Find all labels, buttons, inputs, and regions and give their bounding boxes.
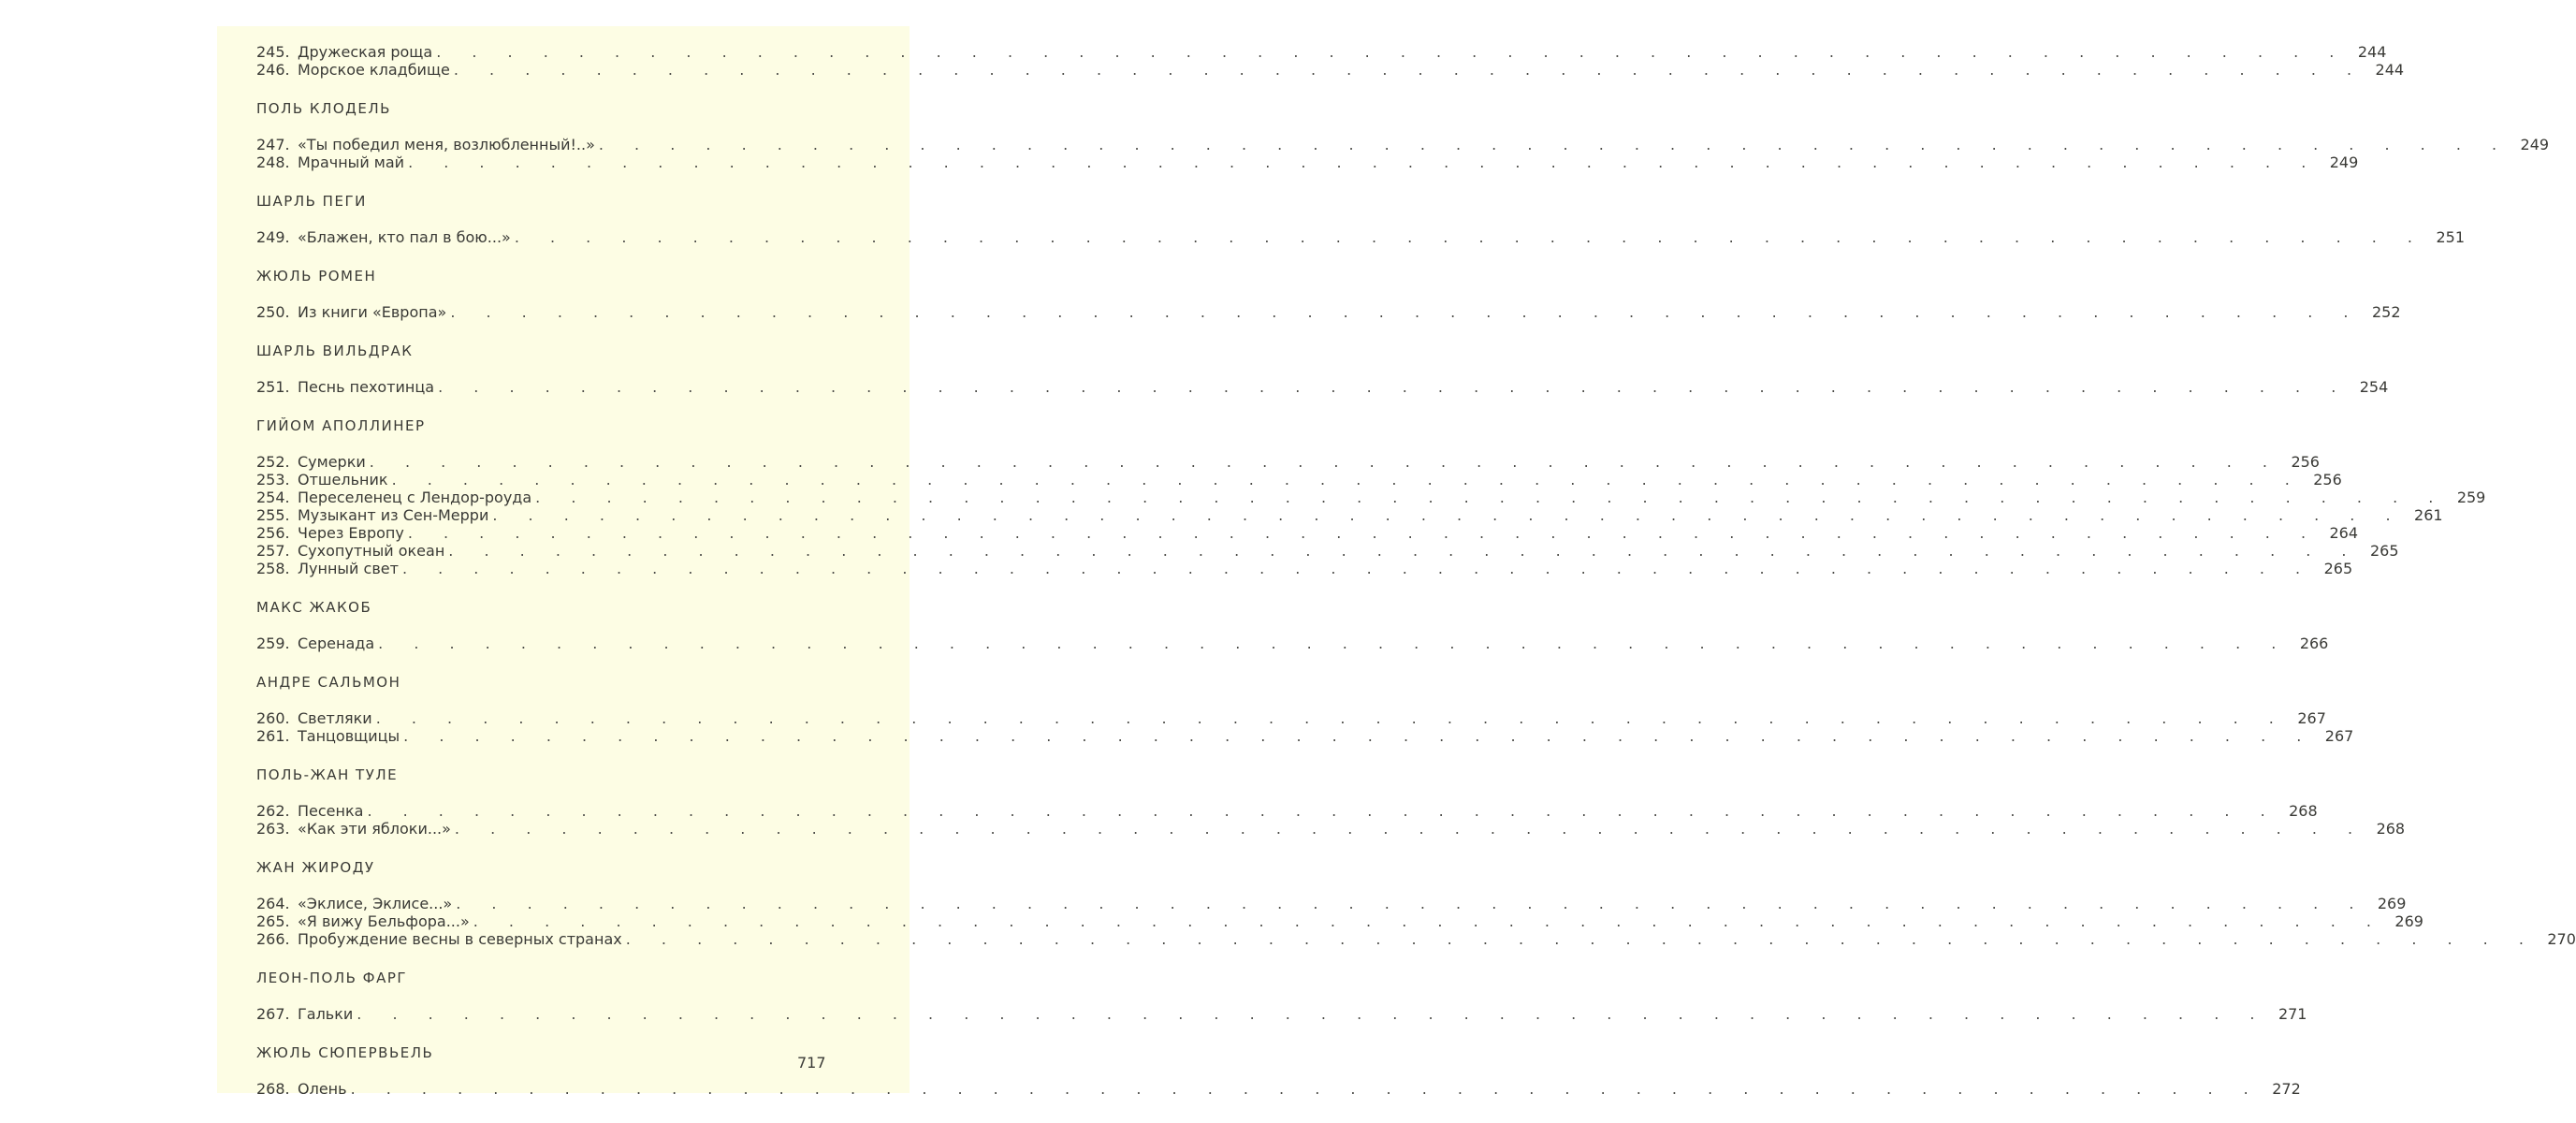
- author-heading: ГИЙОМ АПОЛЛИНЕР: [256, 417, 426, 434]
- toc-entry: [256, 453, 2320, 471]
- entry-number: 255.: [256, 506, 290, 524]
- entry-number: 267.: [256, 1005, 290, 1023]
- entry-page: 266: [2299, 634, 2329, 652]
- toc-entry: [256, 930, 2576, 948]
- toc-entry: [256, 820, 2406, 838]
- entry-title: Серенада: [298, 634, 375, 652]
- entry-title: «Блажен, кто пал в бою...»: [298, 228, 511, 246]
- entry-page: 244: [2375, 61, 2405, 79]
- toc-section: [256, 267, 2401, 321]
- entry-title: Олень: [298, 1080, 347, 1098]
- author-heading: ЖАН ЖИРОДУ: [256, 859, 375, 876]
- dot-leader: . . . . . . . . . . . . . . . . . . . . . . . . . . . . . . . . . . . . . . . . . . . . . . . . . . . . . .: [535, 489, 2447, 506]
- toc-entry: [256, 303, 2401, 321]
- dot-leader: . . . . . . . . . . . . . . . . . . . . . . . . . . . . . . . . . . . . . . . . . . . . . . . . . . . . . .: [514, 228, 2426, 246]
- entry-number: 250.: [256, 303, 290, 321]
- entry-page: 271: [2278, 1005, 2307, 1023]
- entry-page: 265: [2369, 542, 2399, 560]
- toc-entry: [256, 912, 2423, 930]
- toc-section: [256, 766, 2406, 838]
- entry-page: 269: [2394, 912, 2423, 930]
- dot-leader: . . . . . . . . . . . . . . . . . . . . . . . . . . . . . . . . . . . . . . . . . . . . . . . . . . . . . .: [448, 542, 2360, 560]
- entry-page: 269: [2377, 895, 2407, 912]
- entry-number: 263.: [256, 820, 290, 838]
- entry-number: 254.: [256, 489, 290, 506]
- entry-page: 244: [2357, 43, 2387, 61]
- entry-number: 252.: [256, 453, 290, 471]
- entry-title: «Эклисе, Эклисе...»: [298, 895, 453, 912]
- entry-number: 248.: [256, 153, 290, 171]
- dot-leader: . . . . . . . . . . . . . . . . . . . . . . . . . . . . . . . . . . . . . . . . . . . . . . . . . . . . . .: [450, 303, 2362, 321]
- entry-title: Танцовщицы: [298, 727, 400, 745]
- dot-leader: . . . . . . . . . . . . . . . . . . . . . . . . . . . . . . . . . . . . . . . . . . . . . . . . . . . . . .: [407, 524, 2320, 542]
- entry-number: 258.: [256, 560, 290, 577]
- dot-leader: . . . . . . . . . . . . . . . . . . . . . . . . . . . . . . . . . . . . . . . . . . . . . . . . . . . . . .: [367, 802, 2278, 820]
- toc-entry: [256, 228, 2466, 246]
- dot-leader: . . . . . . . . . . . . . . . . . . . . . . . . . . . . . . . . . . . . . . . . . . . . . . . . . . . . . .: [391, 471, 2303, 489]
- entry-page: 254: [2359, 378, 2389, 396]
- entry-title: Сумерки: [298, 453, 366, 471]
- entry-number: 247.: [256, 136, 290, 153]
- dot-leader: . . . . . . . . . . . . . . . . . . . . . . . . . . . . . . . . . . . . . . . . . . . . . . . . . . . . . .: [369, 453, 2280, 471]
- entry-page: 268: [2376, 820, 2406, 838]
- entry-title: Сухопутный океан: [298, 542, 445, 560]
- dot-leader: . . . . . . . . . . . . . . . . . . . . . . . . . . . . . . . . . . . . . . . . . . . . . . . . . . . . . .: [350, 1080, 2262, 1098]
- entry-title: Песенка: [298, 802, 364, 820]
- entry-title: «Я вижу Бельфора...»: [298, 912, 470, 930]
- toc-entry: [256, 378, 2389, 396]
- author-heading: ЖЮЛЬ СЮПЕРВЬЕЛЬ: [256, 1044, 434, 1061]
- entry-number: 265.: [256, 912, 290, 930]
- entry-page: 272: [2272, 1080, 2301, 1098]
- toc-section: [256, 416, 2486, 577]
- entry-title: Из книги «Европа»: [298, 303, 447, 321]
- book-page: [217, 26, 2576, 1098]
- toc-entry: [256, 506, 2443, 524]
- toc-section: [256, 192, 2466, 246]
- entry-page: 267: [2324, 727, 2354, 745]
- toc-entry: [256, 1080, 2301, 1098]
- entry-page: 268: [2289, 802, 2318, 820]
- author-heading: ПОЛЬ КЛОДЕЛЬ: [256, 100, 391, 117]
- entry-number: 253.: [256, 471, 290, 489]
- entry-title: Музыкант из Сен-Мерри: [298, 506, 489, 524]
- entry-number: 268.: [256, 1080, 290, 1098]
- dot-leader: . . . . . . . . . . . . . . . . . . . . . . . . . . . . . . . . . . . . . . . . . . . . . . . . . . . . . .: [454, 820, 2366, 838]
- toc-entry: [256, 895, 2407, 912]
- entry-page: 256: [2291, 453, 2320, 471]
- author-heading: МАКС ЖАКОБ: [256, 599, 372, 616]
- entry-title: Лунный свет: [298, 560, 399, 577]
- entry-title: Гальки: [298, 1005, 354, 1023]
- entry-title: Светляки: [298, 709, 372, 727]
- toc-entry: [256, 634, 2329, 652]
- toc-entry: [256, 727, 2354, 745]
- dot-leader: . . . . . . . . . . . . . . . . . . . . . . . . . . . . . . . . . . . . . . . . . . . . . . . . . . . . . .: [625, 930, 2537, 948]
- toc-entry: [256, 524, 2359, 542]
- entry-number: 266.: [256, 930, 290, 948]
- dot-leader: . . . . . . . . . . . . . . . . . . . . . . . . . . . . . . . . . . . . . . . . . . . . . . . . . . . . . .: [492, 506, 2404, 524]
- toc-entry: [256, 542, 2399, 560]
- toc-section: [256, 969, 2307, 1023]
- dot-leader: . . . . . . . . . . . . . . . . . . . . . . . . . . . . . . . . . . . . . . . . . . . . . . . . . . . . . .: [473, 912, 2384, 930]
- page-number: 717: [797, 1054, 826, 1072]
- entry-number: 262.: [256, 802, 290, 820]
- dot-leader: . . . . . . . . . . . . . . . . . . . . . . . . . . . . . . . . . . . . . . . . . . . . . . . . . . . . . .: [401, 560, 2314, 577]
- toc-entry: [256, 61, 2405, 79]
- author-heading: ЖЮЛЬ РОМЕН: [256, 268, 377, 284]
- dot-leader: . . . . . . . . . . . . . . . . . . . . . . . . . . . . . . . . . . . . . . . . . . . . . . . . . . . . . .: [408, 153, 2320, 171]
- entry-page: 259: [2456, 489, 2486, 506]
- entry-page: 251: [2436, 228, 2466, 246]
- dot-leader: . . . . . . . . . . . . . . . . . . . . . . . . . . . . . . . . . . . . . . . . . . . . . . . . . . . . . .: [436, 43, 2348, 61]
- dot-leader: . . . . . . . . . . . . . . . . . . . . . . . . . . . . . . . . . . . . . . . . . . . . . . . . . . . . . .: [453, 61, 2365, 79]
- dot-leader: . . . . . . . . . . . . . . . . . . . . . . . . . . . . . . . . . . . . . . . . . . . . . . . . . . . . . .: [378, 634, 2290, 652]
- toc-entry: [256, 1005, 2307, 1023]
- dot-leader: . . . . . . . . . . . . . . . . . . . . . . . . . . . . . . . . . . . . . . . . . . . . . . . . . . . . . .: [456, 895, 2367, 912]
- entry-title: Отшельник: [298, 471, 388, 489]
- entry-title: Дружеская роща: [298, 43, 433, 61]
- entry-page: 267: [2297, 709, 2326, 727]
- toc-entry: [256, 136, 2550, 153]
- entry-title: «Как эти яблоки...»: [298, 820, 451, 838]
- entry-title: Пробуждение весны в северных странах: [298, 930, 622, 948]
- author-heading: ПОЛЬ-ЖАН ТУЛЕ: [256, 766, 399, 783]
- entry-page: 256: [2313, 471, 2342, 489]
- toc-section: [256, 1043, 2301, 1098]
- entry-number: 259.: [256, 634, 290, 652]
- entry-number: 261.: [256, 727, 290, 745]
- table-of-contents: [256, 43, 2576, 1098]
- dot-leader: . . . . . . . . . . . . . . . . . . . . . . . . . . . . . . . . . . . . . . . . . . . . . . . . . . . . . .: [357, 1005, 2268, 1023]
- entry-number: 245.: [256, 43, 290, 61]
- dot-leader: . . . . . . . . . . . . . . . . . . . . . . . . . . . . . . . . . . . . . . . . . . . . . . . . . . . . . .: [375, 709, 2287, 727]
- toc-entry: [256, 560, 2353, 577]
- entry-number: 249.: [256, 228, 290, 246]
- entry-number: 260.: [256, 709, 290, 727]
- entry-page: 264: [2329, 524, 2359, 542]
- entry-page: 249: [2329, 153, 2359, 171]
- entry-page: 265: [2323, 560, 2353, 577]
- entry-title: Через Европу: [298, 524, 404, 542]
- entry-page: 249: [2520, 136, 2550, 153]
- entry-number: 246.: [256, 61, 290, 79]
- entry-number: 251.: [256, 378, 290, 396]
- author-heading: ШАРЛЬ ВИЛЬДРАК: [256, 343, 414, 359]
- toc-entry: [256, 489, 2486, 506]
- toc-section: [256, 342, 2389, 396]
- dot-leader: . . . . . . . . . . . . . . . . . . . . . . . . . . . . . . . . . . . . . . . . . . . . . . . . . . . . . .: [438, 378, 2350, 396]
- dot-leader: . . . . . . . . . . . . . . . . . . . . . . . . . . . . . . . . . . . . . . . . . . . . . . . . . . . . . .: [403, 727, 2315, 745]
- toc-entry: [256, 802, 2318, 820]
- entry-number: 256.: [256, 524, 290, 542]
- toc-entry: [256, 43, 2387, 61]
- entry-title: Морское кладбище: [298, 61, 450, 79]
- entry-title: Песнь пехотинца: [298, 378, 435, 396]
- toc-section: [256, 673, 2354, 745]
- entry-page: 270: [2547, 930, 2576, 948]
- author-heading: ШАРЛЬ ПЕГИ: [256, 193, 367, 210]
- dot-leader: . . . . . . . . . . . . . . . . . . . . . . . . . . . . . . . . . . . . . . . . . . . . . . . . . . . . . .: [598, 136, 2511, 153]
- entry-title: Переселенец с Лендор-роуда: [298, 489, 532, 506]
- entry-title: «Ты победил меня, возлюбленный!..»: [298, 136, 595, 153]
- toc-section: [256, 598, 2329, 652]
- toc-entry: [256, 153, 2359, 171]
- entry-title: Мрачный май: [298, 153, 405, 171]
- entry-page: 252: [2371, 303, 2401, 321]
- entry-number: 264.: [256, 895, 290, 912]
- toc-entry: [256, 709, 2326, 727]
- entry-number: 257.: [256, 542, 290, 560]
- entry-page: 261: [2414, 506, 2443, 524]
- toc-section: [256, 99, 2550, 171]
- toc-entry: [256, 471, 2342, 489]
- author-heading: АНДРЕ САЛЬМОН: [256, 674, 401, 691]
- author-heading: ЛЕОН-ПОЛЬ ФАРГ: [256, 970, 408, 986]
- toc-section: [256, 858, 2576, 948]
- toc-section: [256, 43, 2405, 79]
